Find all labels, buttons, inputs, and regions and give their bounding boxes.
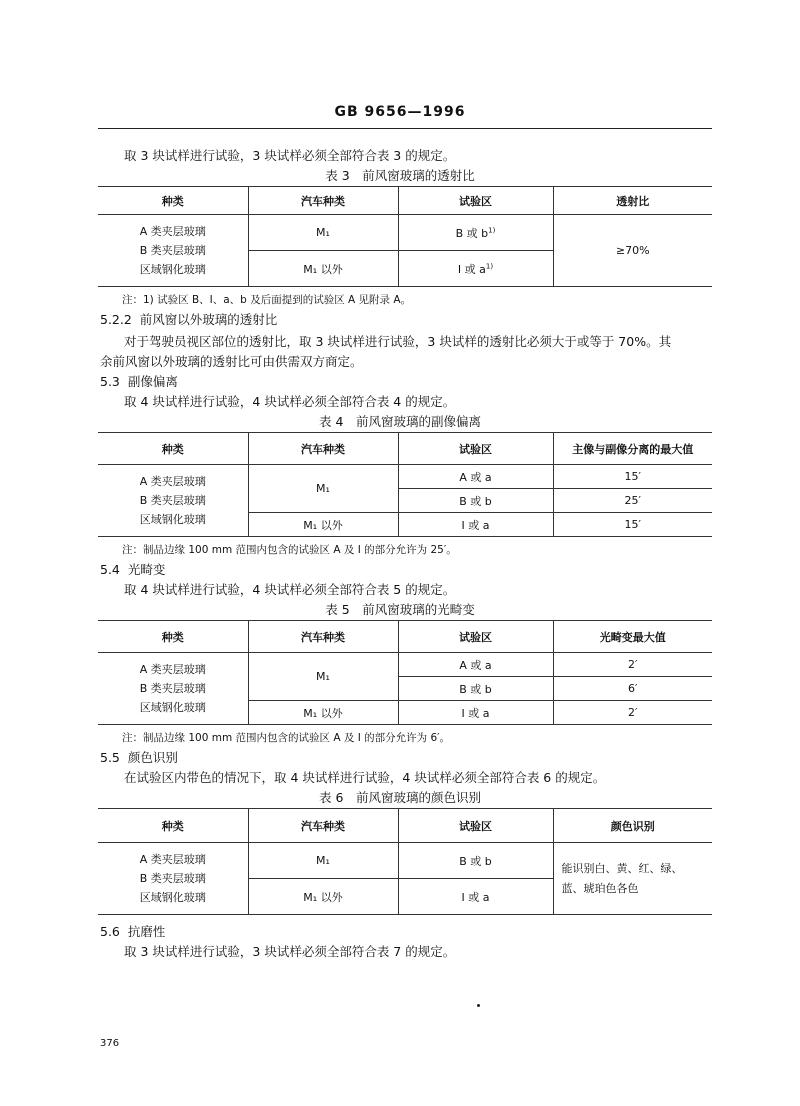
table4-zone-a: A 或 a (398, 465, 553, 489)
kind-a: A 类夹层玻璃 (139, 475, 206, 488)
table4 (98, 432, 712, 537)
section-title: 前风窗以外玻璃的透射比 (139, 312, 278, 327)
kind-b: B 类夹层玻璃 (139, 494, 206, 507)
table4-note: 注：制品边缘 100 mm 范围内包含的试验区 A 及 I 的部分允许为 25′。 (122, 544, 457, 556)
footnote-marker: 1) (485, 261, 494, 270)
footnote-marker: 1) (488, 225, 496, 234)
scan-speck (477, 1004, 480, 1007)
section-5-5-heading (100, 748, 178, 766)
paragraph-5-2-2-line1: 对于驾驶员视区部位的透射比，取 3 块试样进行试验，3 块试样的透射比必须大于或等于 70%。其 (124, 334, 672, 349)
table6-vehicle-m1: M₁ (248, 843, 398, 879)
table4-zone-b: B 或 b (398, 489, 553, 513)
header-rule (98, 128, 712, 129)
kind-a: A 类夹层玻璃 (139, 225, 206, 238)
table5-value-a: 2′ (553, 653, 712, 677)
table6-header-kind: 种类 (98, 809, 248, 843)
table3-zone-i (398, 251, 553, 287)
table5-header-value: 光畸变最大值 (553, 621, 712, 653)
table5-header-vehicle: 汽车种类 (248, 621, 398, 653)
kind-zone: 区域钢化玻璃 (139, 891, 206, 904)
table6-vehicle-other: M₁ 以外 (248, 879, 398, 915)
section-5-6-heading (100, 922, 165, 940)
section-number: 5.5 (100, 750, 120, 765)
table5-header-kind: 种类 (98, 621, 248, 653)
table5-vehicle-m1: M₁ (248, 653, 398, 701)
section-5-4-heading (100, 560, 165, 578)
table3 (98, 186, 712, 287)
kind-b: B 类夹层玻璃 (139, 872, 206, 885)
table6-kinds-cell (98, 843, 248, 915)
table3-note: 注：1) 试验区 B、I、a、b 及后面提到的试验区 A 见附录 A。 (122, 294, 412, 306)
kind-b: B 类夹层玻璃 (139, 682, 206, 695)
table5-header-zone: 试验区 (398, 621, 553, 653)
table5-note: 注：制品边缘 100 mm 范围内包含的试验区 A 及 I 的部分允许为 6′。 (122, 732, 451, 744)
table5 (98, 620, 712, 725)
table3-value: ≥70% (553, 215, 712, 287)
table4-zone-i: I 或 a (398, 513, 553, 537)
kind-b: B 类夹层玻璃 (139, 244, 206, 257)
table6 (98, 808, 712, 915)
kind-zone: 区域钢化玻璃 (139, 513, 206, 526)
paragraph-table6-intro: 在试验区内带色的情况下，取 4 块试样进行试验，4 块试样必须全部符合表 6 的规定。 (124, 770, 606, 785)
table5-value-i: 2′ (553, 701, 712, 725)
table4-value-i: 15′ (553, 513, 712, 537)
table6-header-value: 颜色识别 (553, 809, 712, 843)
table4-value-b: 25′ (553, 489, 712, 513)
table3-vehicle-other: M₁ 以外 (248, 251, 398, 287)
table5-caption: 表 5 前风窗玻璃的光畸变 (325, 602, 475, 617)
paragraph-table4-intro: 取 4 块试样进行试验，4 块试样必须全部符合表 4 的规定。 (124, 394, 456, 409)
table3-header-value: 透射比 (553, 187, 712, 215)
kind-a: A 类夹层玻璃 (139, 853, 206, 866)
section-5-2-2-heading (100, 310, 277, 328)
table4-vehicle-m1: M₁ (248, 465, 398, 513)
kind-zone: 区域钢化玻璃 (139, 263, 206, 276)
table3-zone-b-text: B 或 b (455, 226, 489, 240)
section-number: 5.4 (100, 562, 120, 577)
table5-vehicle-other: M₁ 以外 (248, 701, 398, 725)
table6-header-vehicle: 汽车种类 (248, 809, 398, 843)
table4-kinds-cell (98, 465, 248, 537)
table6-value: 能识别白、黄、红、绿、蓝、琥珀色各色 (553, 843, 712, 915)
table3-header-vehicle: 汽车种类 (248, 187, 398, 215)
table3-zone-i-text: I 或 a (457, 262, 486, 276)
table5-kinds-cell (98, 653, 248, 725)
table5-zone-b: B 或 b (398, 677, 553, 701)
section-title: 颜色识别 (127, 750, 178, 765)
table5-zone-a: A 或 a (398, 653, 553, 677)
table4-caption: 表 4 前风窗玻璃的副像偏离 (319, 414, 481, 429)
table4-value-a: 15′ (553, 465, 712, 489)
paragraph-table3-intro: 取 3 块试样进行试验，3 块试样必须全部符合表 3 的规定。 (124, 148, 456, 163)
table6-zone-i: I 或 a (398, 879, 553, 915)
document-header: GB 9656—1996 (334, 104, 466, 120)
table3-header-zone: 试验区 (398, 187, 553, 215)
table4-header-value: 主像与副像分离的最大值 (553, 433, 712, 465)
table3-zone-b (398, 215, 553, 251)
table6-header-zone: 试验区 (398, 809, 553, 843)
table4-header-kind: 种类 (98, 433, 248, 465)
kind-zone: 区域钢化玻璃 (139, 701, 206, 714)
table3-vehicle-m1: M₁ (248, 215, 398, 251)
table5-value-b: 6′ (553, 677, 712, 701)
table5-zone-i: I 或 a (398, 701, 553, 725)
table6-zone-b: B 或 b (398, 843, 553, 879)
table3-header-kind: 种类 (98, 187, 248, 215)
section-title: 抗磨性 (127, 924, 166, 939)
table6-caption: 表 6 前风窗玻璃的颜色识别 (319, 790, 481, 805)
table4-header-zone: 试验区 (398, 433, 553, 465)
table3-caption: 表 3 前风窗玻璃的透射比 (325, 168, 475, 183)
paragraph-table5-intro: 取 4 块试样进行试验，4 块试样必须全部符合表 5 的规定。 (124, 582, 456, 597)
page-number: 376 (100, 1038, 120, 1049)
section-title: 副像偏离 (127, 374, 178, 389)
section-number: 5.2.2 (100, 312, 132, 327)
table4-header-vehicle: 汽车种类 (248, 433, 398, 465)
section-number: 5.3 (100, 374, 120, 389)
section-title: 光畸变 (127, 562, 166, 577)
kind-a: A 类夹层玻璃 (139, 663, 206, 676)
section-5-3-heading (100, 372, 178, 390)
paragraph-table7-intro: 取 3 块试样进行试验，3 块试样必须全部符合表 7 的规定。 (124, 944, 456, 959)
table4-vehicle-other: M₁ 以外 (248, 513, 398, 537)
table3-kinds-cell (98, 215, 248, 287)
paragraph-5-2-2-line2: 余前风窗以外玻璃的透射比可由供需双方商定。 (100, 354, 363, 369)
section-number: 5.6 (100, 924, 120, 939)
